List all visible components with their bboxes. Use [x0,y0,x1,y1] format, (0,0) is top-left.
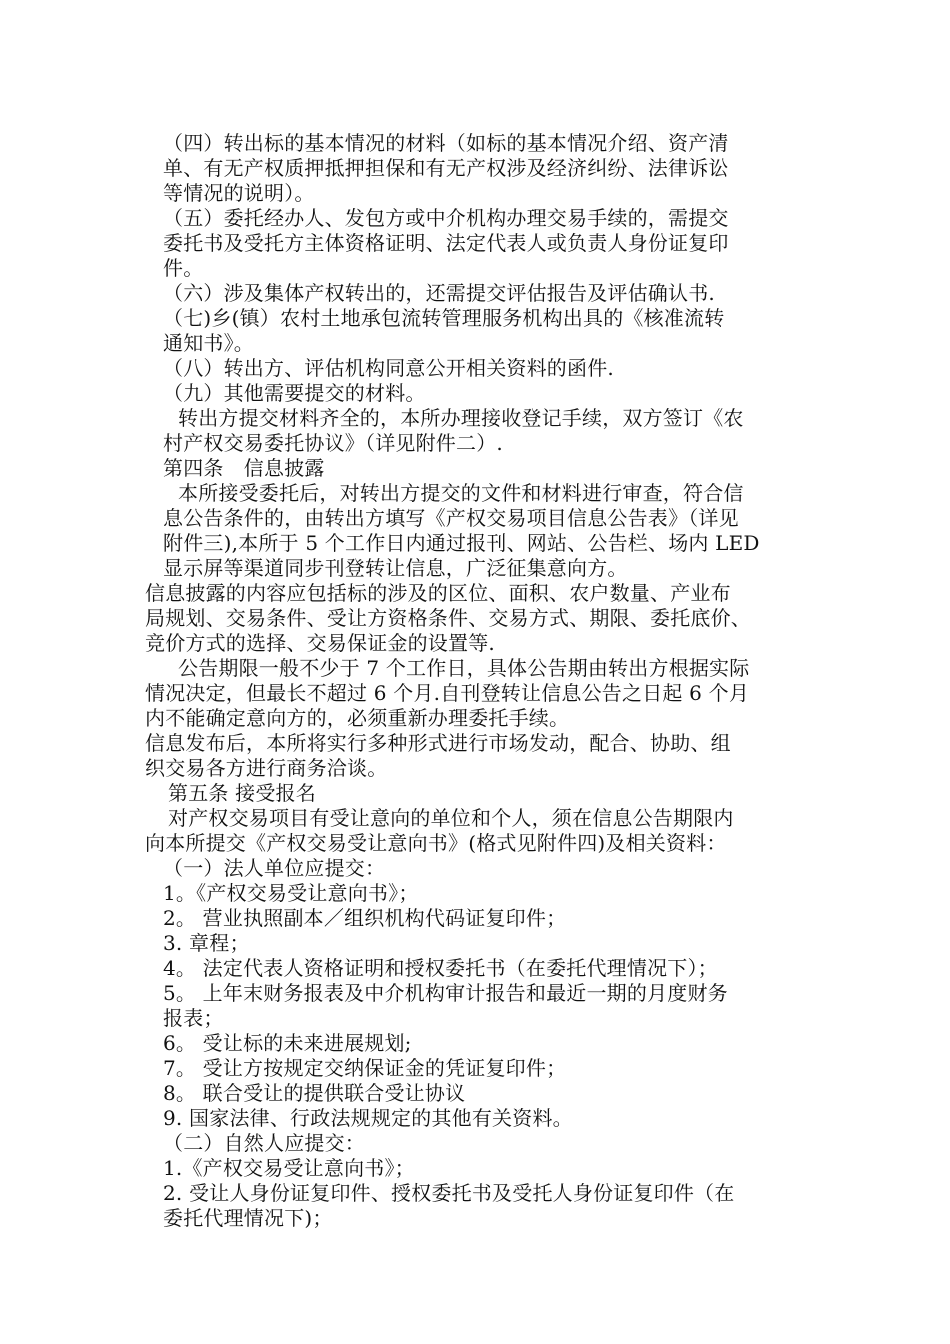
text-line: 本所接受委托后，对转出方提交的文件和材料进行审查，符合信 [178,481,744,505]
text-line: 向本所提交《产权交易受让意向书》(格式见附件四)及相关资料： [145,831,727,855]
list-item: 9. 国家法律、行政法规规定的其他有关资料。 [163,1106,573,1130]
text-line: 对产权交易项目有受让意向的单位和个人，须在信息公告期限内 [168,806,734,830]
list-item: 2. 受让人身份证复印件、授权委托书及受托人身份证复印件（在 [163,1181,735,1205]
text-line: 息公告条件的，由转出方填写《产权交易项目信息公告表》（详见 [163,506,739,530]
text-line: （七)乡(镇）农村土地承包流转管理服务机构出具的《核准流转 [163,306,725,330]
text-line: 等情况的说明）。 [163,181,315,205]
text-line: 附件三),本所于 5 个工作日内通过报刊、网站、公告栏、场内 LED [163,531,760,555]
list-item: 2。 营业执照副本／组织机构代码证复印件； [163,906,567,930]
text-line: 委托书及受托方主体资格证明、法定代表人或负责人身份证复印 [163,231,729,255]
list-item: 1.《产权交易受让意向书》； [163,1156,415,1180]
text-line: 情况决定，但最长不超过 6 个月.自刊登转让信息公告之日起 6 个月 [145,681,750,705]
text-line: 织交易各方进行商务洽谈。 [145,756,388,780]
text-line: 显示屏等渠道同步刊登转让信息，广泛征集意向方。 [163,556,628,580]
text-line: 信息发布后，本所将实行多种形式进行市场发动，配合、协助、组 [145,731,731,755]
text-line: （六）涉及集体产权转出的，还需提交评估报告及评估确认书. [163,281,715,305]
text-line: 单、有无产权质押抵押担保和有无产权涉及经济纠纷、法律诉讼 [163,156,729,180]
text-line: 局规划、交易条件、受让方资格条件、交易方式、期限、委托底价、 [145,606,751,630]
text-line: 竞价方式的选择、交易保证金的设置等. [145,631,495,655]
list-item: 1。《产权交易受让意向书》； [163,881,419,905]
text-line: 村产权交易委托协议》（详见附件二）. [163,431,503,455]
text-line: （九）其他需要提交的材料。 [163,381,426,405]
text-line: 转出方提交材料齐全的，本所办理接收登记手续，双方签订《农 [178,406,744,430]
text-line: （四）转出标的基本情况的材料（如标的基本情况介绍、资产清 [163,131,729,155]
list-item: 报表； [163,1006,224,1030]
list-item: 8。 联合受让的提供联合受让协议 [163,1081,466,1105]
section-heading: 第五条 接受报名 [168,781,316,805]
text-line: （二）自然人应提交： [163,1131,365,1155]
text-line: 通知书》。 [163,331,254,355]
list-item: 5。 上年末财务报表及中介机构审计报告和最近一期的月度财务 [163,981,728,1005]
list-item: 7。 受让方按规定交纳保证金的凭证复印件； [163,1056,567,1080]
text-line: 信息披露的内容应包括标的涉及的区位、面积、农户数量、产业布 [145,581,731,605]
section-heading: 第四条 信息披露 [163,456,325,480]
text-line: 件。 [163,256,204,280]
list-item: 4。 法定代表人资格证明和授权委托书（在委托代理情况下）； [163,956,718,980]
list-item: 6。 受让标的未来进展规划; [163,1031,412,1055]
list-item: 委托代理情况下)； [163,1206,333,1230]
text-line: （一）法人单位应提交： [163,856,386,880]
text-line: 公告期限一般不少于 7 个工作日，具体公告期由转出方根据实际 [178,656,750,680]
text-line: （八）转出方、评估机构同意公开相关资料的函件. [163,356,614,380]
text-line: 内不能确定意向方的，必须重新办理委托手续。 [145,706,570,730]
text-line: （五）委托经办人、发包方或中介机构办理交易手续的，需提交 [163,206,729,230]
list-item: 3. 章程； [163,931,250,955]
